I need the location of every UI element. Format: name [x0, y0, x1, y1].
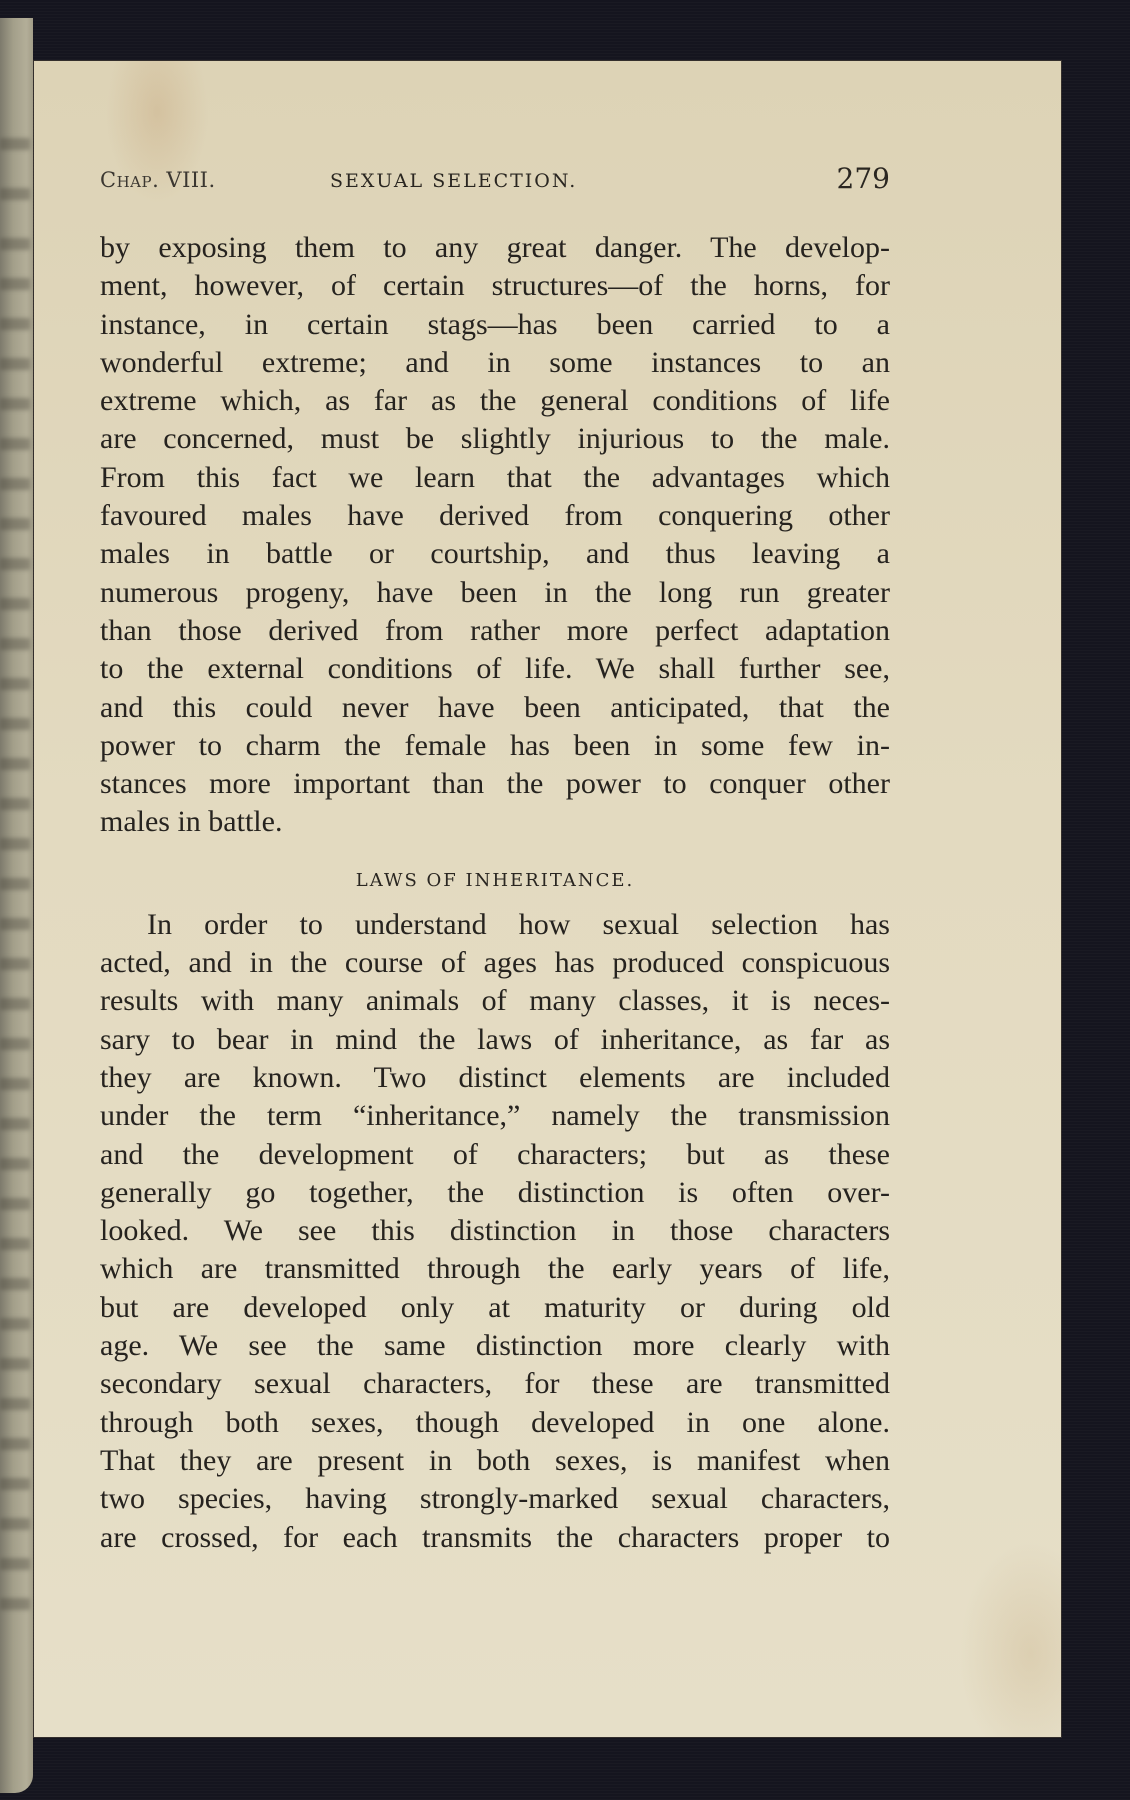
text-line: under the term “inheritance,” namely the transmission — [100, 1099, 890, 1133]
text-line: stances more important than the power to conquer other — [100, 767, 890, 801]
text-line: power to charm the female has been in some few in- — [100, 728, 890, 762]
text-line: generally go together, the distinction is often over- — [100, 1175, 890, 1209]
text-line: numerous progeny, have been in the long run greater — [100, 575, 890, 609]
text-line: ment, however, of certain structures—of the horns, for — [100, 269, 890, 303]
blurred-text-line — [0, 958, 30, 970]
section-heading: LAWS OF INHERITANCE. — [355, 869, 635, 891]
blurred-text-line — [0, 1078, 30, 1090]
blurred-text-line — [0, 358, 30, 370]
blurred-text-line — [0, 558, 30, 570]
blurred-text-line — [0, 478, 30, 490]
blurred-text-line — [0, 1398, 30, 1410]
blurred-text-line — [0, 1038, 30, 1050]
page-number: 279 — [836, 162, 890, 195]
text-line: to the external conditions of life. We shall further see, — [100, 652, 890, 686]
text-line: In order to understand how sexual selection has — [147, 907, 890, 941]
text-line: That they are present in both sexes, is manifest when — [100, 1443, 890, 1477]
blurred-text-line — [0, 998, 30, 1010]
text-line: instance, in certain stags—has been carried to a — [100, 307, 890, 341]
blurred-text-line — [0, 318, 30, 330]
running-head — [100, 162, 890, 198]
text-line: results with many animals of many classes, it is neces- — [100, 984, 890, 1018]
blurred-text-line — [0, 1518, 30, 1530]
blurred-text-line — [0, 638, 30, 650]
text-line: are crossed, for each transmits the characters proper to — [100, 1520, 890, 1554]
previous-page-edge — [0, 18, 33, 1793]
blurred-text-line — [0, 1158, 30, 1170]
text-line: are concerned, must be slightly injurious to the male. — [100, 422, 890, 456]
text-line: From this fact we learn that the advantages which — [100, 460, 890, 494]
blurred-text-line — [0, 1118, 30, 1130]
text-line: through both sexes, though developed in one alone. — [100, 1405, 890, 1439]
text-line: favoured males have derived from conquering other — [100, 499, 890, 533]
text-line: and the development of characters; but as these — [100, 1137, 890, 1171]
blurred-text-line — [0, 1358, 30, 1370]
text-line: secondary sexual characters, for these are transmitted — [100, 1367, 890, 1401]
blurred-text-line — [0, 878, 30, 890]
text-line: age. We see the same distinction more clearly with — [100, 1329, 890, 1363]
blurred-text-line — [0, 798, 30, 810]
running-title: SEXUAL SELECTION. — [330, 170, 578, 192]
text-line: males in battle. — [100, 805, 283, 839]
text-line: which are transmitted through the early years of life, — [100, 1252, 890, 1286]
text-line: two species, having strongly-marked sexual characters, — [100, 1482, 890, 1516]
blurred-text-line — [0, 1238, 30, 1250]
text-line: and this could never have been anticipated, that the — [100, 690, 890, 724]
blurred-text-line — [0, 678, 30, 690]
chapter-label: Chap. VIII. — [100, 168, 216, 192]
blurred-text-line — [0, 1318, 30, 1330]
text-line: males in battle or courtship, and thus leaving a — [100, 537, 890, 571]
blurred-text-line — [0, 138, 30, 150]
text-line: but are developed only at maturity or during old — [100, 1290, 890, 1324]
blurred-text-line — [0, 438, 30, 450]
text-line: than those derived from rather more perfect adaptation — [100, 613, 890, 647]
blurred-text-line — [0, 1278, 30, 1290]
text-line: acted, and in the course of ages has produced conspicuous — [100, 946, 890, 980]
blurred-text-line — [0, 188, 30, 200]
text-line: they are known. Two distinct elements are included — [100, 1060, 890, 1094]
text-line: wonderful extreme; and in some instances to an — [100, 345, 890, 379]
text-line: sary to bear in mind the laws of inheritance, as far as — [100, 1022, 890, 1056]
blurred-text-line — [0, 398, 30, 410]
blurred-text-line — [0, 1598, 30, 1610]
text-line: extreme which, as far as the general conditions of life — [100, 384, 890, 418]
blurred-text-line — [0, 1478, 30, 1490]
blurred-text-line — [0, 598, 30, 610]
blurred-text-line — [0, 1438, 30, 1450]
blurred-text-line — [0, 278, 30, 290]
blurred-text-line — [0, 838, 30, 850]
paragraph-2 — [100, 906, 890, 1557]
blurred-text-line — [0, 518, 30, 530]
blurred-text-line — [0, 718, 30, 730]
paragraph-1 — [100, 229, 890, 842]
blurred-text-line — [0, 758, 30, 770]
blurred-text-line — [0, 238, 30, 250]
text-line: looked. We see this distinction in those characters — [100, 1214, 890, 1248]
page-body — [100, 229, 890, 1557]
text-line: by exposing them to any great danger. The develop- — [100, 231, 890, 264]
blurred-text-line — [0, 918, 30, 930]
blurred-text-line — [0, 1558, 30, 1570]
blurred-text-line — [0, 1198, 30, 1210]
